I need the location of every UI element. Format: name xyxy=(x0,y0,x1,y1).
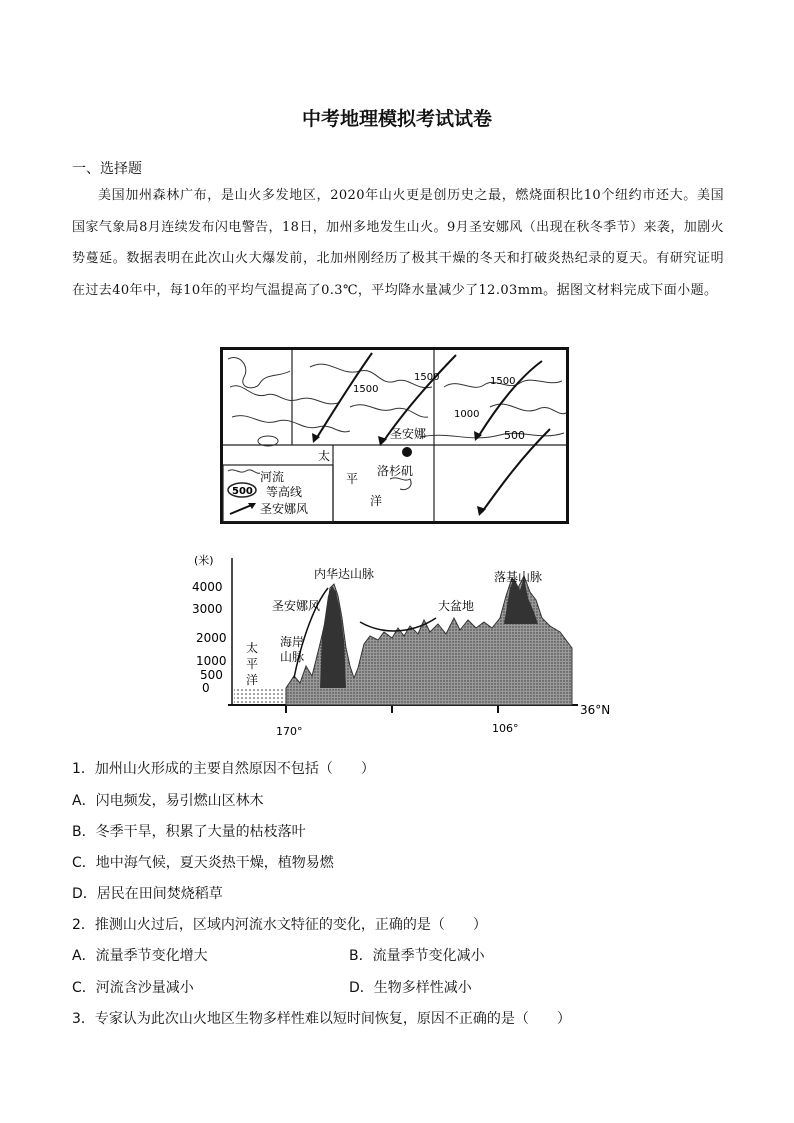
y-tick: 0 xyxy=(202,681,210,695)
contour-label: 1500 xyxy=(490,376,516,387)
x-tick: 170° xyxy=(276,725,303,738)
label-ocean: 太 xyxy=(246,641,259,655)
question-1-option-d[interactable]: D．居民在田间焚烧稻草 xyxy=(72,886,223,902)
y-tick: 500 xyxy=(200,668,223,682)
latitude-label: 36°N xyxy=(580,703,611,717)
california-wind-map xyxy=(220,347,569,524)
question-2-option-a[interactable]: A．流量季节变化增大 xyxy=(72,948,208,964)
contour-label: 1000 xyxy=(454,409,480,420)
question-2-stem: 2．推测山火过后，区域内河流水文特征的变化，正确的是（ ） xyxy=(72,917,487,933)
y-tick: 2000 xyxy=(196,631,227,645)
question-2-option-d[interactable]: D．生物多样性减小 xyxy=(349,980,472,996)
section-heading: 一、选择题 xyxy=(72,161,142,177)
map-label-ocean: 平 xyxy=(346,472,359,486)
map-label-los-angeles: 洛杉矶 xyxy=(377,464,414,478)
legend-wind: 圣安娜风 xyxy=(260,502,309,516)
contour-label: 500 xyxy=(504,429,525,442)
legend-river: 河流 xyxy=(260,470,285,484)
label-coast: 山脉 xyxy=(280,650,305,664)
reading-passage: 美国加州森林广布，是山火多发地区，2020年山火更是创历史之最，燃烧面积比10个纽约市还大。美国国家气象局8月连续发布闪电警告，18日，加州多地发生山火。9月圣安娜风（出现在秋冬季节）来袭，加剧火势蔓延。数据表明在此次山火大爆发前，北加州刚经历了极其干燥的冬天和打破炎热纪录的夏天。有研究证明在过去40年中，每10年的平均气温提高了0.3℃，平均降水量减少了12.03mm。据图文材料完成下面小题。 xyxy=(72,188,724,298)
label-ocean: 洋 xyxy=(246,673,259,687)
label-basin: 大盆地 xyxy=(438,599,475,613)
label-rocky: 落基山脉 xyxy=(494,570,543,584)
map-label-ocean: 太 xyxy=(318,449,331,463)
santa-ana-marker xyxy=(402,447,412,457)
question-3-stem: 3．专家认为此次山火地区生物多样性难以短时间恢复，原因不正确的是（ ） xyxy=(72,1011,571,1027)
question-2-option-b[interactable]: B．流量季节变化减小 xyxy=(349,948,485,964)
x-tick: 106° xyxy=(492,722,519,735)
question-2-option-c[interactable]: C．河流含沙量减小 xyxy=(72,980,194,996)
question-1-option-b[interactable]: B．冬季干旱，积累了大量的枯枝落叶 xyxy=(72,824,306,840)
contour-label: 1500 xyxy=(353,384,379,395)
label-ocean: 平 xyxy=(246,657,259,671)
terrain-profile xyxy=(188,548,618,740)
y-tick: 4000 xyxy=(192,580,223,594)
map-label-ocean: 洋 xyxy=(370,494,383,508)
contour-label: 1500 xyxy=(414,372,440,383)
label-nevada: 内华达山脉 xyxy=(314,567,375,581)
label-wind: 圣安娜风 xyxy=(272,599,321,613)
y-tick: 3000 xyxy=(192,602,223,616)
question-1-option-a[interactable]: A．闪电频发，易引燃山区林木 xyxy=(72,793,264,809)
label-coast: 海岸 xyxy=(280,635,305,649)
page-title: 中考地理模拟考试试卷 xyxy=(301,108,492,130)
legend-contour-sample: 500 xyxy=(232,486,253,497)
y-unit: (米) xyxy=(194,554,214,567)
question-1-option-c[interactable]: C．地中海气候，夏天炎热干燥，植物易燃 xyxy=(72,855,334,871)
question-1-stem: 1．加州山火形成的主要自然原因不包括（ ） xyxy=(72,761,375,777)
legend-contour: 等高线 xyxy=(266,485,303,499)
map-label-santa-ana: 圣安娜 xyxy=(390,427,427,441)
y-tick: 1000 xyxy=(196,654,227,668)
